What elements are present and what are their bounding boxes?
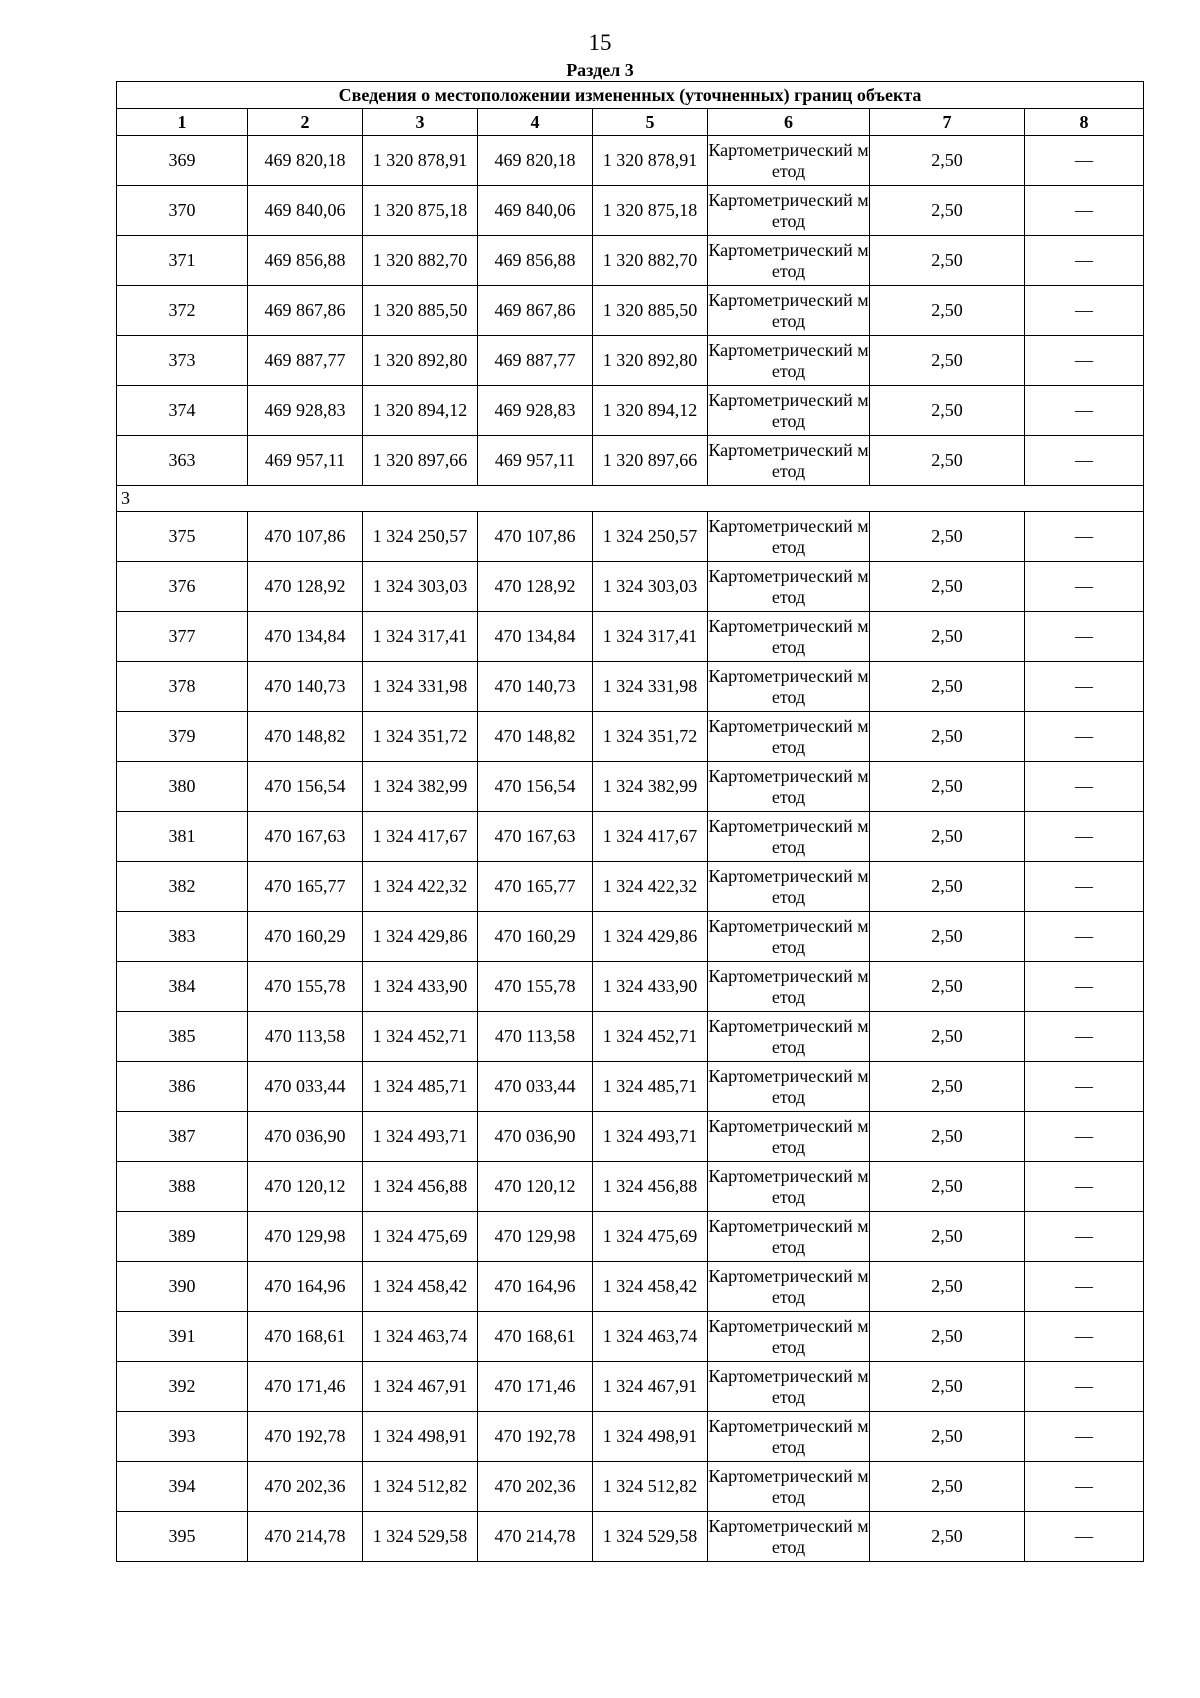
cell-description: — bbox=[1025, 1262, 1144, 1312]
cell-description: — bbox=[1025, 236, 1144, 286]
cell-point-number: 370 bbox=[117, 186, 248, 236]
cell-point-number: 390 bbox=[117, 1262, 248, 1312]
cell-point-number: 376 bbox=[117, 562, 248, 612]
table-row bbox=[117, 1062, 1144, 1112]
table-row bbox=[117, 712, 1144, 762]
cell-y-new: 1 324 351,72 bbox=[593, 712, 708, 762]
cell-method: Картометрический метод bbox=[708, 762, 870, 812]
cell-x-existing: 470 160,29 bbox=[248, 912, 363, 962]
cell-x-existing: 469 928,83 bbox=[248, 386, 363, 436]
cell-method: Картометрический метод bbox=[708, 712, 870, 762]
cell-point-number: 375 bbox=[117, 512, 248, 562]
column-number-4: 4 bbox=[478, 109, 593, 136]
cell-x-existing: 470 171,46 bbox=[248, 1362, 363, 1412]
table-row bbox=[117, 186, 1144, 236]
column-number-6: 6 bbox=[708, 109, 870, 136]
cell-x-existing: 470 164,96 bbox=[248, 1262, 363, 1312]
cell-x-existing: 470 036,90 bbox=[248, 1112, 363, 1162]
cell-method: Картометрический метод bbox=[708, 1012, 870, 1062]
cell-x-new: 469 820,18 bbox=[478, 136, 593, 186]
cell-y-new: 1 320 894,12 bbox=[593, 386, 708, 436]
cell-x-existing: 469 957,11 bbox=[248, 436, 363, 486]
cell-point-number: 391 bbox=[117, 1312, 248, 1362]
cell-y-existing: 1 324 467,91 bbox=[363, 1362, 478, 1412]
cell-y-existing: 1 324 382,99 bbox=[363, 762, 478, 812]
cell-description: — bbox=[1025, 562, 1144, 612]
cell-x-new: 470 171,46 bbox=[478, 1362, 593, 1412]
cell-y-existing: 1 320 885,50 bbox=[363, 286, 478, 336]
cell-method: Картометрический метод bbox=[708, 336, 870, 386]
cell-point-number: 392 bbox=[117, 1362, 248, 1412]
cell-y-new: 1 324 493,71 bbox=[593, 1112, 708, 1162]
table-row bbox=[117, 386, 1144, 436]
cell-point-number: 379 bbox=[117, 712, 248, 762]
cell-x-new: 470 128,92 bbox=[478, 562, 593, 612]
table-row bbox=[117, 286, 1144, 336]
cell-y-new: 1 320 897,66 bbox=[593, 436, 708, 486]
cell-accuracy: 2,50 bbox=[870, 186, 1025, 236]
cell-description: — bbox=[1025, 1062, 1144, 1112]
cell-x-new: 470 107,86 bbox=[478, 512, 593, 562]
cell-method: Картометрический метод bbox=[708, 812, 870, 862]
cell-point-number: 378 bbox=[117, 662, 248, 712]
cell-description: — bbox=[1025, 1212, 1144, 1262]
cell-accuracy: 2,50 bbox=[870, 1362, 1025, 1412]
cell-point-number: 388 bbox=[117, 1162, 248, 1212]
cell-y-new: 1 324 467,91 bbox=[593, 1362, 708, 1412]
cell-accuracy: 2,50 bbox=[870, 1312, 1025, 1362]
cell-point-number: 374 bbox=[117, 386, 248, 436]
page-number: 15 bbox=[588, 30, 612, 55]
cell-y-existing: 1 324 485,71 bbox=[363, 1062, 478, 1112]
table-row bbox=[117, 1162, 1144, 1212]
cell-x-existing: 470 134,84 bbox=[248, 612, 363, 662]
cell-x-new: 470 033,44 bbox=[478, 1062, 593, 1112]
cell-method: Картометрический метод bbox=[708, 862, 870, 912]
cell-accuracy: 2,50 bbox=[870, 962, 1025, 1012]
cell-y-existing: 1 324 498,91 bbox=[363, 1412, 478, 1462]
table-row bbox=[117, 862, 1144, 912]
cell-accuracy: 2,50 bbox=[870, 1062, 1025, 1112]
cell-y-new: 1 324 422,32 bbox=[593, 862, 708, 912]
table-row bbox=[117, 1212, 1144, 1262]
cell-point-number: 386 bbox=[117, 1062, 248, 1112]
cell-x-existing: 470 107,86 bbox=[248, 512, 363, 562]
cell-method: Картометрический метод bbox=[708, 1162, 870, 1212]
cell-x-existing: 470 155,78 bbox=[248, 962, 363, 1012]
cell-x-new: 470 165,77 bbox=[478, 862, 593, 912]
table-row bbox=[117, 1012, 1144, 1062]
cell-y-existing: 1 324 433,90 bbox=[363, 962, 478, 1012]
cell-method: Картометрический метод bbox=[708, 1112, 870, 1162]
cell-point-number: 387 bbox=[117, 1112, 248, 1162]
cell-point-number: 383 bbox=[117, 912, 248, 962]
cell-x-new: 470 134,84 bbox=[478, 612, 593, 662]
cell-description: — bbox=[1025, 1312, 1144, 1362]
cell-x-existing: 470 113,58 bbox=[248, 1012, 363, 1062]
cell-description: — bbox=[1025, 1462, 1144, 1512]
cell-accuracy: 2,50 bbox=[870, 336, 1025, 386]
cell-method: Картометрический метод bbox=[708, 1212, 870, 1262]
cell-accuracy: 2,50 bbox=[870, 1412, 1025, 1462]
cell-x-new: 470 140,73 bbox=[478, 662, 593, 712]
cell-description: — bbox=[1025, 336, 1144, 386]
cell-point-number: 395 bbox=[117, 1512, 248, 1562]
table-row bbox=[117, 136, 1144, 186]
cell-method: Картометрический метод bbox=[708, 386, 870, 436]
column-number-3: 3 bbox=[363, 109, 478, 136]
cell-x-existing: 470 140,73 bbox=[248, 662, 363, 712]
cell-y-existing: 1 324 331,98 bbox=[363, 662, 478, 712]
cell-x-new: 470 168,61 bbox=[478, 1312, 593, 1362]
table-row bbox=[117, 1112, 1144, 1162]
cell-description: — bbox=[1025, 1162, 1144, 1212]
cell-x-new: 470 167,63 bbox=[478, 812, 593, 862]
group-separator-row bbox=[117, 486, 1144, 512]
cell-method: Картометрический метод bbox=[708, 662, 870, 712]
cell-x-new: 470 120,12 bbox=[478, 1162, 593, 1212]
cell-y-new: 1 324 452,71 bbox=[593, 1012, 708, 1062]
table-row bbox=[117, 662, 1144, 712]
cell-point-number: 394 bbox=[117, 1462, 248, 1512]
cell-method: Картометрический метод bbox=[708, 1362, 870, 1412]
cell-description: — bbox=[1025, 1362, 1144, 1412]
table-row bbox=[117, 762, 1144, 812]
cell-description: — bbox=[1025, 662, 1144, 712]
cell-y-existing: 1 324 351,72 bbox=[363, 712, 478, 762]
cell-accuracy: 2,50 bbox=[870, 762, 1025, 812]
cell-point-number: 393 bbox=[117, 1412, 248, 1462]
cell-y-new: 1 324 463,74 bbox=[593, 1312, 708, 1362]
cell-x-new: 470 214,78 bbox=[478, 1512, 593, 1562]
cell-method: Картометрический метод bbox=[708, 136, 870, 186]
cell-method: Картометрический метод bbox=[708, 962, 870, 1012]
cell-accuracy: 2,50 bbox=[870, 712, 1025, 762]
cell-accuracy: 2,50 bbox=[870, 286, 1025, 336]
cell-description: — bbox=[1025, 762, 1144, 812]
cell-y-new: 1 324 456,88 bbox=[593, 1162, 708, 1212]
cell-x-new: 470 129,98 bbox=[478, 1212, 593, 1262]
table-row bbox=[117, 236, 1144, 286]
cell-point-number: 382 bbox=[117, 862, 248, 912]
column-number-7: 7 bbox=[870, 109, 1025, 136]
table-row bbox=[117, 336, 1144, 386]
cell-description: — bbox=[1025, 862, 1144, 912]
table-title: Сведения о местоположении измененных (уточненных) границ объекта bbox=[117, 82, 1144, 109]
cell-y-new: 1 324 485,71 bbox=[593, 1062, 708, 1112]
cell-description: — bbox=[1025, 912, 1144, 962]
cell-y-new: 1 324 303,03 bbox=[593, 562, 708, 612]
cell-y-existing: 1 320 882,70 bbox=[363, 236, 478, 286]
cell-y-existing: 1 320 875,18 bbox=[363, 186, 478, 236]
cell-x-new: 469 957,11 bbox=[478, 436, 593, 486]
cell-x-existing: 469 856,88 bbox=[248, 236, 363, 286]
cell-y-new: 1 324 458,42 bbox=[593, 1262, 708, 1312]
cell-accuracy: 2,50 bbox=[870, 612, 1025, 662]
cell-method: Картометрический метод bbox=[708, 1062, 870, 1112]
table-row bbox=[117, 1362, 1144, 1412]
cell-accuracy: 2,50 bbox=[870, 1012, 1025, 1062]
cell-x-new: 469 856,88 bbox=[478, 236, 593, 286]
cell-description: — bbox=[1025, 812, 1144, 862]
column-number-1: 1 bbox=[117, 109, 248, 136]
cell-x-existing: 470 120,12 bbox=[248, 1162, 363, 1212]
section-title: Раздел 3 bbox=[566, 60, 634, 80]
cell-y-new: 1 324 250,57 bbox=[593, 512, 708, 562]
cell-y-existing: 1 324 250,57 bbox=[363, 512, 478, 562]
table-row bbox=[117, 612, 1144, 662]
cell-x-existing: 470 168,61 bbox=[248, 1312, 363, 1362]
cell-point-number: 363 bbox=[117, 436, 248, 486]
cell-method: Картометрический метод bbox=[708, 512, 870, 562]
cell-accuracy: 2,50 bbox=[870, 386, 1025, 436]
cell-description: — bbox=[1025, 286, 1144, 336]
table-row bbox=[117, 512, 1144, 562]
cell-description: — bbox=[1025, 1512, 1144, 1562]
cell-accuracy: 2,50 bbox=[870, 1162, 1025, 1212]
table-row bbox=[117, 1462, 1144, 1512]
cell-y-existing: 1 320 878,91 bbox=[363, 136, 478, 186]
cell-method: Картометрический метод bbox=[708, 562, 870, 612]
cell-description: — bbox=[1025, 186, 1144, 236]
cell-y-new: 1 324 529,58 bbox=[593, 1512, 708, 1562]
cell-y-new: 1 324 331,98 bbox=[593, 662, 708, 712]
cell-accuracy: 2,50 bbox=[870, 912, 1025, 962]
cell-accuracy: 2,50 bbox=[870, 862, 1025, 912]
cell-description: — bbox=[1025, 386, 1144, 436]
cell-y-existing: 1 324 452,71 bbox=[363, 1012, 478, 1062]
cell-accuracy: 2,50 bbox=[870, 236, 1025, 286]
table-row bbox=[117, 912, 1144, 962]
cell-description: — bbox=[1025, 1412, 1144, 1462]
table-row bbox=[117, 1312, 1144, 1362]
cell-x-new: 470 113,58 bbox=[478, 1012, 593, 1062]
cell-method: Картометрический метод bbox=[708, 1312, 870, 1362]
cell-y-existing: 1 324 529,58 bbox=[363, 1512, 478, 1562]
cell-x-new: 470 036,90 bbox=[478, 1112, 593, 1162]
cell-accuracy: 2,50 bbox=[870, 1212, 1025, 1262]
cell-x-existing: 469 867,86 bbox=[248, 286, 363, 336]
table-title-row bbox=[117, 82, 1144, 109]
cell-x-existing: 470 156,54 bbox=[248, 762, 363, 812]
cell-method: Картометрический метод bbox=[708, 1262, 870, 1312]
cell-y-existing: 1 324 458,42 bbox=[363, 1262, 478, 1312]
cell-description: — bbox=[1025, 512, 1144, 562]
table-row bbox=[117, 1262, 1144, 1312]
cell-y-existing: 1 324 317,41 bbox=[363, 612, 478, 662]
cell-x-new: 470 192,78 bbox=[478, 1412, 593, 1462]
cell-y-new: 1 324 475,69 bbox=[593, 1212, 708, 1262]
table-row bbox=[117, 436, 1144, 486]
cell-x-existing: 470 167,63 bbox=[248, 812, 363, 862]
cell-method: Картометрический метод bbox=[708, 236, 870, 286]
cell-description: — bbox=[1025, 436, 1144, 486]
cell-point-number: 381 bbox=[117, 812, 248, 862]
cell-description: — bbox=[1025, 136, 1144, 186]
cell-accuracy: 2,50 bbox=[870, 662, 1025, 712]
cell-y-existing: 1 320 897,66 bbox=[363, 436, 478, 486]
cell-x-new: 470 164,96 bbox=[478, 1262, 593, 1312]
cell-x-existing: 470 214,78 bbox=[248, 1512, 363, 1562]
cell-x-existing: 470 128,92 bbox=[248, 562, 363, 612]
table-row bbox=[117, 562, 1144, 612]
cell-x-new: 470 202,36 bbox=[478, 1462, 593, 1512]
cell-accuracy: 2,50 bbox=[870, 1262, 1025, 1312]
cell-description: — bbox=[1025, 962, 1144, 1012]
cell-y-existing: 1 324 493,71 bbox=[363, 1112, 478, 1162]
cell-method: Картометрический метод bbox=[708, 286, 870, 336]
cell-y-new: 1 324 429,86 bbox=[593, 912, 708, 962]
cell-point-number: 372 bbox=[117, 286, 248, 336]
cell-y-new: 1 320 885,50 bbox=[593, 286, 708, 336]
cell-y-existing: 1 320 892,80 bbox=[363, 336, 478, 386]
cell-point-number: 384 bbox=[117, 962, 248, 1012]
cell-y-existing: 1 324 303,03 bbox=[363, 562, 478, 612]
cell-method: Картометрический метод bbox=[708, 1412, 870, 1462]
cell-x-new: 469 887,77 bbox=[478, 336, 593, 386]
boundary-coordinates-table bbox=[116, 81, 1144, 1562]
cell-method: Картометрический метод bbox=[708, 1512, 870, 1562]
cell-accuracy: 2,50 bbox=[870, 812, 1025, 862]
cell-x-new: 470 155,78 bbox=[478, 962, 593, 1012]
column-number-2: 2 bbox=[248, 109, 363, 136]
cell-x-existing: 469 887,77 bbox=[248, 336, 363, 386]
cell-point-number: 385 bbox=[117, 1012, 248, 1062]
column-number-row bbox=[117, 109, 1144, 136]
cell-x-existing: 470 202,36 bbox=[248, 1462, 363, 1512]
cell-accuracy: 2,50 bbox=[870, 1462, 1025, 1512]
cell-method: Картометрический метод bbox=[708, 436, 870, 486]
cell-y-new: 1 320 882,70 bbox=[593, 236, 708, 286]
cell-y-new: 1 320 892,80 bbox=[593, 336, 708, 386]
cell-method: Картометрический метод bbox=[708, 912, 870, 962]
cell-y-existing: 1 320 894,12 bbox=[363, 386, 478, 436]
column-number-5: 5 bbox=[593, 109, 708, 136]
cell-method: Картометрический метод bbox=[708, 1462, 870, 1512]
cell-accuracy: 2,50 bbox=[870, 512, 1025, 562]
cell-description: — bbox=[1025, 1112, 1144, 1162]
cell-method: Картометрический метод bbox=[708, 186, 870, 236]
cell-x-existing: 469 840,06 bbox=[248, 186, 363, 236]
cell-x-new: 470 156,54 bbox=[478, 762, 593, 812]
cell-point-number: 389 bbox=[117, 1212, 248, 1262]
cell-y-existing: 1 324 456,88 bbox=[363, 1162, 478, 1212]
cell-point-number: 380 bbox=[117, 762, 248, 812]
cell-x-new: 470 160,29 bbox=[478, 912, 593, 962]
cell-y-new: 1 320 878,91 bbox=[593, 136, 708, 186]
cell-x-new: 469 840,06 bbox=[478, 186, 593, 236]
cell-y-new: 1 324 433,90 bbox=[593, 962, 708, 1012]
group-label: 3 bbox=[117, 486, 1144, 512]
cell-point-number: 377 bbox=[117, 612, 248, 662]
cell-x-existing: 470 192,78 bbox=[248, 1412, 363, 1462]
cell-y-existing: 1 324 417,67 bbox=[363, 812, 478, 862]
cell-y-existing: 1 324 429,86 bbox=[363, 912, 478, 962]
cell-y-new: 1 324 317,41 bbox=[593, 612, 708, 662]
cell-description: — bbox=[1025, 1012, 1144, 1062]
cell-y-existing: 1 324 422,32 bbox=[363, 862, 478, 912]
cell-point-number: 373 bbox=[117, 336, 248, 386]
cell-point-number: 371 bbox=[117, 236, 248, 286]
cell-x-new: 469 867,86 bbox=[478, 286, 593, 336]
cell-x-new: 469 928,83 bbox=[478, 386, 593, 436]
cell-y-existing: 1 324 512,82 bbox=[363, 1462, 478, 1512]
cell-y-new: 1 320 875,18 bbox=[593, 186, 708, 236]
cell-y-existing: 1 324 475,69 bbox=[363, 1212, 478, 1262]
cell-x-existing: 470 148,82 bbox=[248, 712, 363, 762]
cell-accuracy: 2,50 bbox=[870, 136, 1025, 186]
cell-point-number: 369 bbox=[117, 136, 248, 186]
cell-x-new: 470 148,82 bbox=[478, 712, 593, 762]
cell-method: Картометрический метод bbox=[708, 612, 870, 662]
cell-accuracy: 2,50 bbox=[870, 436, 1025, 486]
cell-y-existing: 1 324 463,74 bbox=[363, 1312, 478, 1362]
table-row bbox=[117, 1412, 1144, 1462]
cell-y-new: 1 324 498,91 bbox=[593, 1412, 708, 1462]
cell-x-existing: 470 129,98 bbox=[248, 1212, 363, 1262]
cell-x-existing: 470 165,77 bbox=[248, 862, 363, 912]
cell-description: — bbox=[1025, 612, 1144, 662]
cell-accuracy: 2,50 bbox=[870, 1112, 1025, 1162]
table-row bbox=[117, 1512, 1144, 1562]
cell-x-existing: 470 033,44 bbox=[248, 1062, 363, 1112]
cell-description: — bbox=[1025, 712, 1144, 762]
table-row bbox=[117, 962, 1144, 1012]
cell-y-new: 1 324 512,82 bbox=[593, 1462, 708, 1512]
cell-accuracy: 2,50 bbox=[870, 1512, 1025, 1562]
cell-accuracy: 2,50 bbox=[870, 562, 1025, 612]
column-number-8: 8 bbox=[1025, 109, 1144, 136]
cell-x-existing: 469 820,18 bbox=[248, 136, 363, 186]
table-body bbox=[117, 136, 1144, 1562]
table-row bbox=[117, 812, 1144, 862]
cell-y-new: 1 324 382,99 bbox=[593, 762, 708, 812]
cell-y-new: 1 324 417,67 bbox=[593, 812, 708, 862]
